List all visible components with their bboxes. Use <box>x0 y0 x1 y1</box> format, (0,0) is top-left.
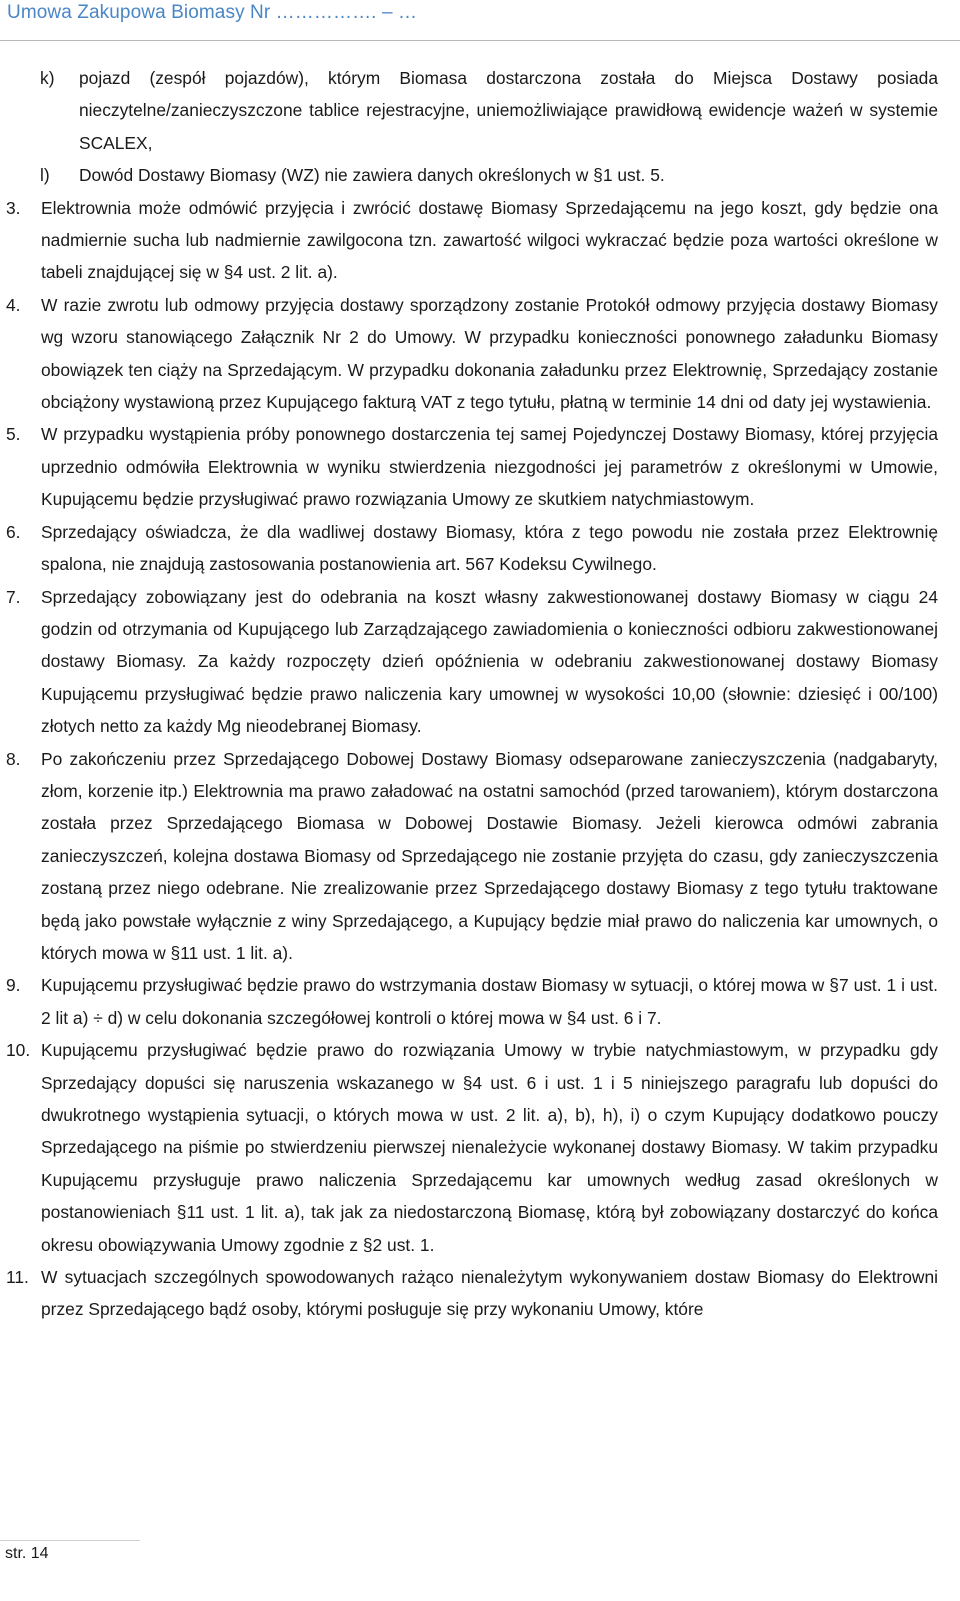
list-item-text: W razie zwrotu lub odmowy przyjęcia dostawy sporządzony zostanie Protokół odmowy przyjęcia dostawy Biomasy wg wzoru stanowiącego Załącznik Nr 2 do Umowy. W przypadku konieczności ponownego załadunku Biomasy obowiązek ten ciąży na Sprzedającym. W przypadku dokonania załadunku przez Elektrownię, Sprzedający zostanie obciążony wystawioną przez Kupującego fakturą VAT z tego tytułu, płatną w terminie 14 dni od daty jej wystawienia. <box>41 294 938 413</box>
list-item-10 <box>0 1034 960 1261</box>
list-item-text: Elektrownia może odmówić przyjęcia i zwrócić dostawę Biomasy Sprzedającemu na jego koszt, gdy będzie ona nadmiernie sucha lub nadmiernie zawilgocona tzn. zawartość wilgoci wykraczać będzie poza wartości określone w tabeli znajdującej się w §4 ust. 2 lit. a). <box>41 197 938 283</box>
header-divider <box>0 40 960 41</box>
list-item-number: 8. <box>6 748 21 769</box>
list-item-text: Kupującemu przysługiwać będzie prawo do rozwiązania Umowy w trybie natychmiastowym, w przypadku gdy Sprzedający dopuści się naruszenia wskazanego w §4 ust. 6 i ust. 1 i 5 niniejszego paragrafu lub dopuści do dwukrotnego wystąpienia sytuacji, o których mowa w ust. 2 lit. a), b), h), i) o czym Kupujący dodatkowo pouczy Sprzedającego na piśmie po stwierdzeniu pierwszej nienależycie wykonanej dostawy Biomasy. W takim przypadku Kupującemu przysługuje prawo naliczenia Sprzedającemu kar umownych według zasad określonych w postanowieniach §11 ust. 1 lit. a), tak jak za niedostarczoną Biomasę, którą był zobowiązany dostarczyć do końca okresu obowiązywania Umowy zgodnie z §2 ust. 1. <box>41 1040 938 1255</box>
list-item-text: Kupującemu przysługiwać będzie prawo do wstrzymania dostaw Biomasy w sytuacji, o której mowa w §7 ust. 1 i ust. 2 lit a) ÷ d) w celu dokonania szczegółowej kontroli o której mowa w §4 ust. 6 i 7. <box>41 975 938 1028</box>
list-item-text: Po zakończeniu przez Sprzedającego Dobowej Dostawy Biomasy odseparowane zanieczyszczenia (nadgabaryty, złom, korzenie itp.) Elektrownia ma prawo załadować na ostatni samochód (przed tarowaniem), którym dostarczona została przez Sprzedającego Biomasa w Dobowej Dostawie Biomasy. Jeżeli kierowca odmówi zabrania zanieczyszczeń, kolejna dostawa Biomasy od Sprzedającego nie zostanie przyjęta do czasu, gdy zanieczyszczenia zostaną przez niego odebrane. Nie zrealizowanie przez Sprzedającego dostawy Biomasy z tego tytułu traktowane będą jako powstałe wyłącznie z winy Sprzedającego, a Kupujący będzie miał prawo do naliczenia kar umownych, o których mowa w §11 ust. 1 lit. a). <box>41 748 938 963</box>
list-item-number: 9. <box>6 975 21 996</box>
list-item-4 <box>0 289 960 419</box>
page-number: str. 14 <box>5 1545 49 1562</box>
list-item-5 <box>0 418 960 515</box>
list-item-3 <box>0 192 960 289</box>
list-item-k <box>0 62 960 159</box>
document-body <box>0 62 960 1326</box>
list-item-l <box>0 159 960 191</box>
list-item-8 <box>0 743 960 970</box>
list-item-number: 11. <box>6 1267 29 1288</box>
list-item-9 <box>0 969 960 1034</box>
list-item-text: pojazd (zespół pojazdów), którym Biomasa dostarczona została do Miejsca Dostawy posiada nieczytelne/zanieczyszczone tablice rejestracyjne, uniemożliwiające prawidłową ewidencje ważeń w systemie SCALEX, <box>79 68 938 153</box>
list-item-number: 10. <box>6 1040 31 1061</box>
list-item-marker: k) <box>40 68 55 88</box>
list-item-number: 7. <box>6 586 21 607</box>
list-item-7 <box>0 581 960 743</box>
document-header-title: Umowa Zakupowa Biomasy Nr ……………. – … <box>7 2 418 23</box>
list-item-11 <box>0 1261 960 1326</box>
list-item-text: Sprzedający zobowiązany jest do odebrania na koszt własny zakwestionowanej dostawy Biomasy w ciągu 24 godzin od otrzymania od Kupującego lub Zarządzającego zawiadomienia o konieczności odbioru zakwestionowanej dostawy Biomasy. Za każdy rozpoczęty dzień opóźnienia w odebraniu zakwestionowanej dostawy Biomasy Kupującemu przysługiwać będzie prawo naliczenia kary umownej w wysokości 10,00 (słownie: dziesięć i 00/100) złotych netto za każdy Mg nieodebranej Biomasy. <box>41 586 938 737</box>
list-item-number: 5. <box>6 424 21 445</box>
list-item-6 <box>0 516 960 581</box>
list-item-number: 6. <box>6 521 21 542</box>
list-item-text: W sytuacjach szczególnych spowodowanych rażąco nienależytym wykonywaniem dostaw Biomasy do Elektrowni przez Sprzedającego bądź osoby, którymi posługuje się przy wykonaniu Umowy, które <box>41 1267 938 1320</box>
list-item-text: W przypadku wystąpienia próby ponownego dostarczenia tej samej Pojedynczej Dostawy Biomasy, której przyjęcia uprzednio odmówiła Elektrownia w wyniku stwierdzenia niezgodności jej parametrów z określonymi w Umowie, Kupującemu będzie przysługiwać prawo rozwiązania Umowy ze skutkiem natychmiastowym. <box>41 424 938 510</box>
footer-divider <box>0 1540 140 1541</box>
list-item-number: 3. <box>6 197 21 218</box>
list-item-number: 4. <box>6 294 21 315</box>
list-item-text: Sprzedający oświadcza, że dla wadliwej dostawy Biomasy, która z tego powodu nie została przez Elektrownię spalona, nie znajdują zastosowania postanowienia art. 567 Kodeksu Cywilnego. <box>41 521 938 575</box>
list-item-marker: l) <box>40 165 50 186</box>
list-item-text: Dowód Dostawy Biomasy (WZ) nie zawiera danych określonych w §1 ust. 5. <box>79 165 665 186</box>
